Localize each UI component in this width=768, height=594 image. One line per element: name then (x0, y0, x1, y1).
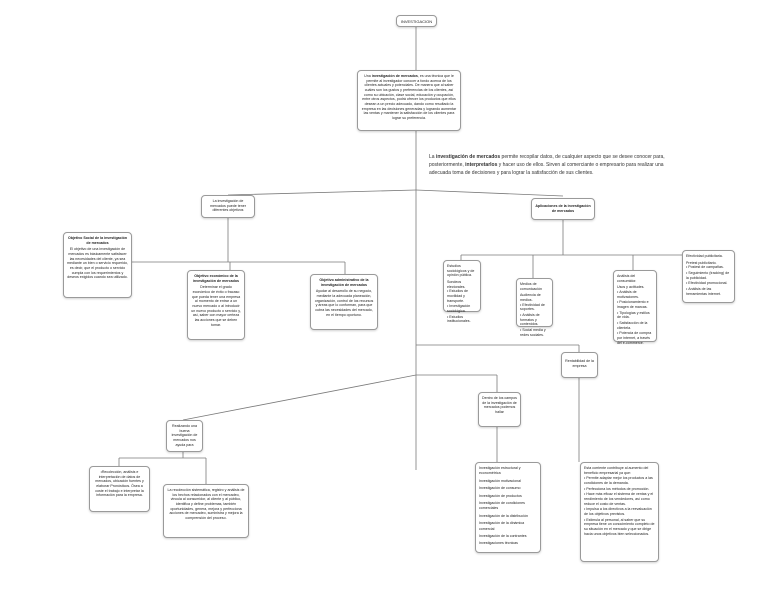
social-objective-title: Objetivo Social de la investigación de mercados (67, 236, 128, 245)
process-desc-node[interactable] (163, 484, 249, 538)
objectives-hub-label: La investigación de mercados puede tener diferentes objetivos (210, 199, 246, 213)
advertising-list: • Postest de campañas. • Seguimiento (tracking) de la publicidad. • Efectividad promocional. • Análisis de las herramientas internet. (686, 265, 731, 296)
profitability-label: Rentabilidad de la empresa (565, 359, 594, 368)
applications-node[interactable] (531, 198, 595, 220)
profit-reasons-node[interactable]: Esta corriente contribuye al aumento del beneficio empresarial ya que: • Permite adaptar mejor los productos a las condiciones de la demanda. • Perfecciona los métodos de promoción. • Hace más eficaz el sistema de ventas y el rendimiento de los vendedores, así como reduce el costo de ventas. • Impulsa a los directivos a la reevaluación de los objetivos previstos. • Estimula al personal, al saber que su empresa tiene un conocimiento completo de su situación en el mercado y que se dirige hacia unos objetivos bien seleccionados. (580, 462, 659, 562)
definition-bold: investigación de mercados (371, 74, 418, 78)
process-desc-text: La recolección sistemática, registro y análisis de los hechos relacionados con el mercadeo, vincula al consumidor, al cliente y al público, identifica y define problemas, también oportunidades, genera, mejora y perfecciona acciones de mercadeo, suministra y mejora la comprensión del proceso. (167, 488, 245, 521)
admin-objective-title: Objetivo administrativo de la investigación de mercados (319, 278, 369, 287)
economic-objective-text: Determinar el grado económico de éxito o fracaso que pueda tener una empresa al momento de entrar a un nuevo mercado o al introducir un nuevo producto o servicio y, así, saber con mayor certeza las acciones que se deben tomar. (191, 285, 241, 327)
consumer-node[interactable]: Análisis del consumidor. Usos y actitudes. • Análisis de motivaciones. • Posicionamiento e imagen de marcas. • Tipologías y estilos de vida. • Satisfacción de la clientela. • Potencia de compra por internet, a través del e-commerce. (613, 270, 657, 342)
consumer-list: • Análisis de motivaciones. • Posicionamiento e imagen de marcas. • Tipologías y estilos de vida. • Satisfacción de la clientela. • Potencia de compra por internet, a través del e-commerce. (617, 290, 653, 345)
process-hub-node[interactable] (166, 420, 203, 452)
applications-label: Aplicaciones de la investigación de mercados (535, 204, 591, 213)
process-items-text: •Recolección, análisis e interpretación de datos de mercados, ubicación fuentes y elaborar Pronósticos. Ósea a coste el trabajo e interpretar la información para la empresa. (95, 470, 144, 498)
fields-node[interactable] (478, 392, 521, 427)
economic-objective-node[interactable] (187, 270, 245, 340)
summary-text: La investigación de mercados permite recopilar datos, de cualquier aspecto que se desee conocer para, posteriormente, interpretarlos y hacer uso de ellos. Sirven al comerciante o empresario para realizar una adecuada toma de decisiones y para lograr la satisfacción de sus clientes. (429, 154, 665, 176)
root-node[interactable] (396, 15, 437, 27)
admin-objective-node[interactable] (310, 274, 378, 330)
admin-objective-text: Ayudar al desarrollo de su negocio, mediante la adecuada planeación, organización, control de los recursos y áreas que lo conforman, para que cubra las necesidades del mercado, en el tiempo oportuno. (314, 289, 374, 317)
profitability-node[interactable] (561, 352, 598, 378)
studies-list: • Estudios de movilidad y transporte. • Investigación sociológica. • Estudios institucionales. (447, 289, 477, 324)
fields-label: Dentro de los campos de la investigación de mercados podemos hallar (482, 396, 517, 415)
definition-text: , es una técnica que le permite al investigador conocer a fondo acerca de los clientes actuales y potenciales. De manera que al saber cuáles son los gustos y preferencias de los clientes, así como su ubicación, clase social, educación y ocupación, entre otros aspectos, podrá ofrecer los productos que ellos desean a un precio adecuado, dando como resultado la empresa en las decisiones generadas y logrando aumentar las ventas y mantener la satisfacción de los clientes para lograr su preferencia. (361, 74, 457, 121)
advertising-node[interactable]: Efectividad publicitaria. Pretest publicitario. • Postest de campañas. • Seguimiento (tracking) de la publicidad. • Efectividad promocional. • Análisis de las herramientas internet. (682, 250, 735, 303)
social-objective-node[interactable] (63, 232, 132, 298)
social-objective-text: El objetivo de una investigación de mercados es básicamente satisfacer las necesidades del cliente, ya sea mediante un bien o servicio requerido, es decir, que el producto o servicio cumpla con los requerimientos y deseos exigidos cuando sea utilizado. (67, 247, 128, 280)
process-items-node[interactable] (89, 466, 150, 512)
root-label: INVESTIGACION (400, 19, 433, 24)
economic-objective-title: Objetivo económico de la investigación de mercados (192, 274, 240, 283)
media-list: • Efectividad de soportes. • Análisis de formatos y contenidos. • Social media y redes sociales. (520, 303, 549, 338)
definition-node[interactable]: Una investigación de mercados, es una técnica que le permite al investigador conocer a fondo acerca de los clientes actuales y potenciales. De manera que al saber cuáles son los gustos y preferencias de los clientes, así como su ubicación, clase social, educación y ocupación, entre otros aspectos, podrá ofrecer los productos que ellos desean a un precio adecuado, dando como resultado la empresa en las decisiones generadas y logrando aumentar las ventas y mantener la satisfacción de los clientes para lograr su preferencia. (357, 70, 461, 131)
process-hub-label: Realizando una buena investigación de mercados nos ayuda para (171, 424, 198, 447)
profit-reasons-list: • Permite adaptar mejor los productos a las condiciones de la demanda. • Perfecciona los métodos de promoción. • Hace más eficaz el sistema de ventas y el rendimiento de los vendedores, así como reduce el costo de ventas. • Impulsa a los directivos a la reevaluación de los objetivos previstos. • Estimula al personal, al saber que su empresa tiene un conocimiento completo de su situación en el mercado y que se dirige hacia unos objetivos bien seleccionados. (584, 476, 655, 536)
objectives-hub-node[interactable] (201, 195, 255, 218)
studies-node[interactable]: Estudios sociológicos y de opinión pública. Sondeos electorales. • Estudios de movilidad y transporte. • Investigación sociológica. • Estudios institucionales. (443, 260, 481, 312)
field-list-node[interactable]: Investigación estructural y econométrica Investigación motivacional Investigación de consumo Investigación de productos Investigación de condiciones comerciales Investigación de la distribución Investigación de la dinámica comercial Investigación de la contrantes Investigaciones técnicas (475, 462, 541, 553)
media-node[interactable]: Medios de comunicación Audiencia de medios. • Efectividad de soportes. • Análisis de formatos y contenidos. • Social media y redes sociales. (516, 278, 553, 327)
